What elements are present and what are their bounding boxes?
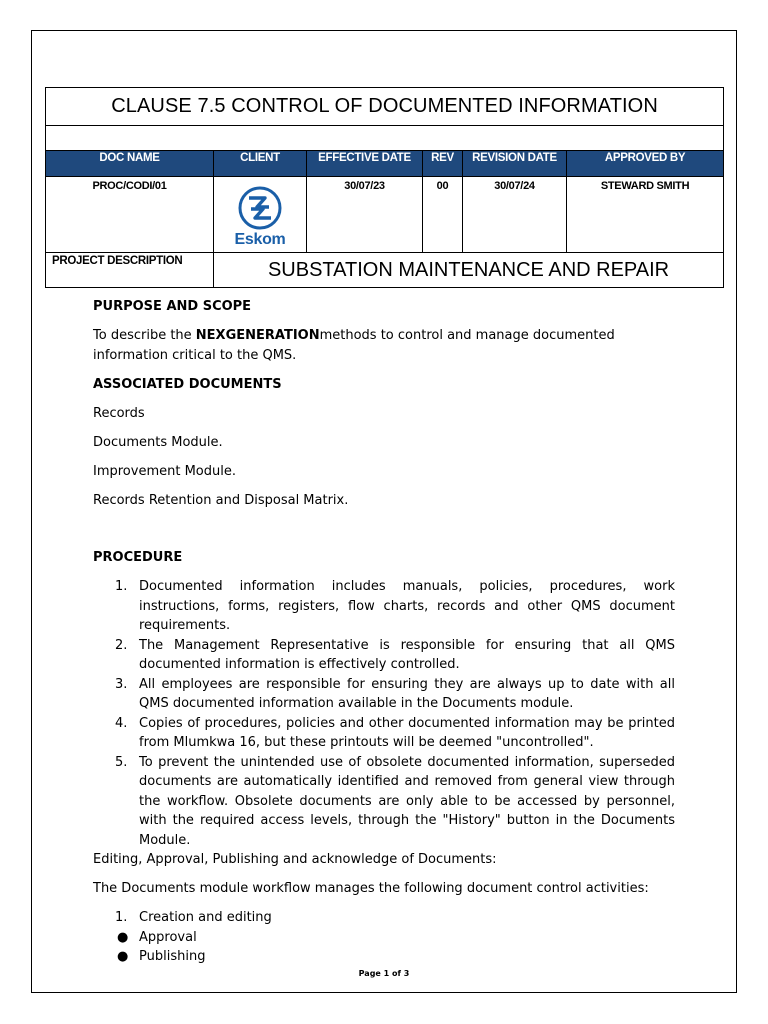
section-title-procedure: PROCEDURE	[93, 550, 183, 565]
procedure-item: 2. The Management Representative is responsible for ensuring that all QMS documented information is effectively controlled.	[115, 637, 675, 672]
col-head-effective-date: EFFECTIVE DATE	[307, 151, 423, 177]
col-head-revision-date: REVISION DATE	[463, 151, 567, 177]
associated-item: Records Retention and Disposal Matrix.	[93, 492, 349, 508]
procedure-item-text: Copies of procedures, policies and other documented information may be printed from Mlumkwa 16, but these printouts will be deemed "uncontrolled".	[139, 715, 675, 750]
procedure-item-text: Documented information includes manuals, policies, procedures, work instructions, forms, registers, flow charts, records and other QMS document requirements.	[139, 579, 675, 633]
eskom-logo	[228, 185, 292, 248]
procedure-item-text: The Management Representative is responsible for ensuring that all QMS documented information is effectively controlled.	[139, 637, 675, 672]
workflow-intro: The Documents module workflow manages the following document control activities:	[93, 881, 649, 896]
activity-item-text: Publishing	[139, 949, 206, 964]
section-title-purpose: PURPOSE AND SCOPE	[93, 299, 252, 314]
procedure-item-text: All employees are responsible for ensuring they are always up to date with all QMS documented information available in the Documents module.	[139, 676, 675, 711]
rev-value: 00	[423, 177, 463, 253]
associated-item: Improvement Module.	[93, 463, 236, 479]
document-title: CLAUSE 7.5 CONTROL OF DOCUMENTED INFORMATION	[46, 88, 724, 126]
activity-item: ● Approval	[117, 929, 197, 945]
document-body	[93, 297, 675, 967]
approved-by-value: STEWARD SMITH	[567, 177, 724, 253]
section-title-associated: ASSOCIATED DOCUMENTS	[93, 376, 282, 392]
eskom-logo-word: Eskom	[234, 230, 286, 248]
activity-item-text: Creation and editing	[139, 910, 272, 925]
purpose-text	[93, 326, 675, 365]
company-name: NEXGENERATION	[195, 328, 320, 343]
col-head-rev: REV	[423, 151, 463, 177]
page-number: Page 1 of 3	[358, 969, 410, 978]
purpose-text-end: methods to control and manage documented information critical to the QMS.	[93, 328, 615, 363]
revision-date-value: 30/07/24	[463, 177, 567, 253]
blank-row	[46, 126, 724, 151]
editing-heading: Editing, Approval, Publishing and acknowledge of Documents:	[93, 852, 497, 867]
document-header-table	[45, 87, 724, 288]
activity-item-text: Approval	[139, 929, 197, 945]
col-head-approved-by: APPROVED BY	[567, 151, 724, 177]
activities-list	[93, 908, 675, 967]
project-description-value: SUBSTATION MAINTENANCE AND REPAIR	[214, 253, 724, 288]
activity-item: ● Publishing	[117, 949, 206, 964]
procedure-item-text: To prevent the unintended use of obsolete documented information, superseded documents are automatically identified and removed from general view through the workflow. Obsolete documents are only able to be accessed by personnel, with the required access levels, through the "History" button in the Documents Module.	[139, 754, 675, 848]
procedure-list	[93, 577, 675, 850]
procedure-item: 5. To prevent the unintended use of obsolete documented information, superseded documents are automatically identified and removed from general view through the workflow. Obsolete documents are only able to be accessed by personnel, with the required access levels, through the "History" button in the Documents Module.	[115, 754, 675, 848]
doc-name-value: PROC/CODI/01	[46, 177, 214, 253]
procedure-item: 1. Documented information includes manuals, policies, procedures, work instructions, forms, registers, flow charts, records and other QMS document requirements.	[115, 579, 675, 633]
col-head-doc-name: DOC NAME	[46, 151, 214, 177]
client-logo-cell	[214, 177, 307, 253]
procedure-item: 4. Copies of procedures, policies and other documented information may be printed from Mlumkwa 16, but these printouts will be deemed "uncontrolled".	[115, 715, 675, 750]
purpose-text-start: To describe the	[93, 328, 196, 343]
col-head-client: CLIENT	[214, 151, 307, 177]
project-description-label: PROJECT DESCRIPTION	[46, 253, 214, 288]
procedure-item: 3. All employees are responsible for ensuring they are always up to date with all QMS documented information available in the Documents module.	[115, 676, 675, 711]
associated-item: Documents Module.	[93, 434, 223, 450]
activity-item: 1. Creation and editing	[115, 910, 272, 925]
effective-date-value: 30/07/23	[307, 177, 423, 253]
associated-item: Records	[93, 405, 145, 421]
eskom-emblem-icon	[235, 185, 285, 231]
